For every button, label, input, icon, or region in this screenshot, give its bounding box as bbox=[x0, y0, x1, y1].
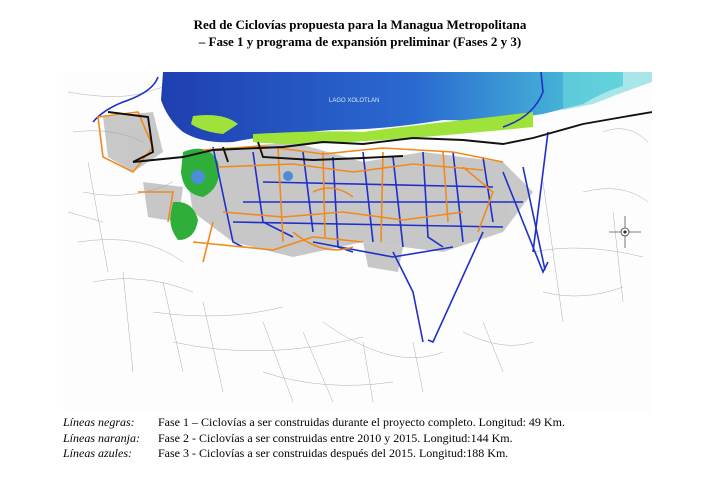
legend-desc: Fase 1 – Ciclovías a ser construidas durante el proyecto completo. Longitud: 49 Km. bbox=[158, 415, 565, 429]
legend-desc: Fase 3 - Ciclovías a ser construidas después del 2015. Longitud:188 Km. bbox=[158, 446, 509, 460]
legend-row-phase1 bbox=[63, 415, 703, 431]
legend-row-phase2 bbox=[63, 431, 703, 447]
legend bbox=[63, 415, 703, 462]
lagoon-2 bbox=[283, 171, 293, 181]
title-line-2: – Fase 1 y programa de expansión preliminar (Fases 2 y 3) bbox=[198, 34, 522, 49]
managua-map bbox=[63, 72, 652, 412]
title-line-1: Red de Ciclovías propuesta para la Managua Metropolitana bbox=[193, 17, 527, 32]
legend-key: Líneas azules: bbox=[63, 446, 132, 460]
legend-key: Líneas naranja: bbox=[63, 430, 141, 445]
lagoon-1 bbox=[191, 170, 205, 184]
legend-key: Líneas negras: bbox=[63, 415, 135, 429]
legend-row-phase3 bbox=[63, 446, 703, 462]
legend-desc: Fase 2 - Ciclovías a ser construidas entre 2010 y 2015. Longitud:144 Km. bbox=[158, 430, 513, 445]
lake-shore-east bbox=[563, 72, 652, 110]
map-image bbox=[63, 72, 652, 412]
map-title bbox=[0, 16, 720, 50]
lake-label: LAGO XOLOTLAN bbox=[329, 98, 380, 104]
